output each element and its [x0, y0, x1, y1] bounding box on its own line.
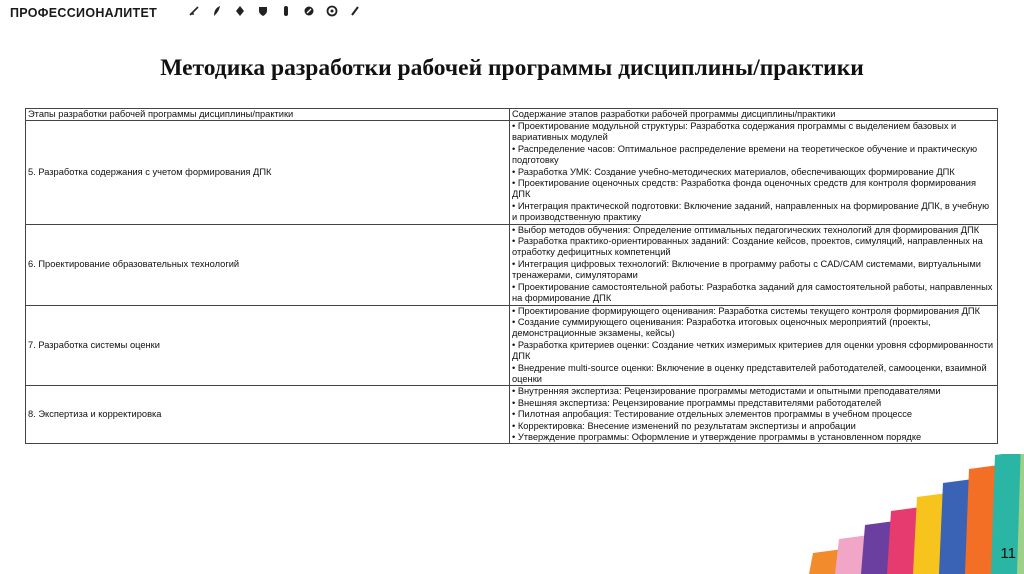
content-item: • Внедрение multi-source оценки: Включение в оценку представителей работодателей, самооценки, взаимной оценки	[512, 362, 987, 384]
stage-cell: 6. Проектирование образовательных технологий	[26, 224, 510, 305]
swirl-icon	[303, 5, 315, 17]
content-item: • Распределение часов: Оптимальное распределение времени на теоретическое обучение и практическую подготовку	[512, 143, 978, 166]
shield-icon	[257, 5, 269, 17]
header-content: Содержание этапов разработки рабочей программы дисциплины/практики	[510, 109, 998, 121]
table-row	[26, 386, 998, 444]
content-cell	[510, 386, 998, 444]
brand-logo-text: ПРОФЕССИОНАЛИТЕТ	[10, 6, 158, 20]
content-item: • Корректировка: Внесение изменений по результатам экспертизы и апробации	[512, 420, 856, 431]
content-item: • Проектирование самостоятельной работы: Разработка заданий для самостоятельной работы, направленных на формирование ДПК	[512, 281, 993, 304]
table-header-row	[26, 109, 998, 121]
circle-icon	[326, 5, 338, 17]
content-item: • Проектирование формирующего оценивания: Разработка системы текущего контроля формирования ДПК	[512, 305, 980, 316]
stage-cell: 8. Экспертиза и корректировка	[26, 386, 510, 444]
decorative-corner-stripes	[764, 454, 1024, 574]
content-item: • Пилотная апробация: Тестирование отдельных элементов программы в учебном процессе	[512, 409, 913, 420]
content-item: • Внешняя экспертиза: Рецензирование программы представителями работодателей	[512, 397, 882, 408]
stage-cell: 7. Разработка системы оценки	[26, 305, 510, 386]
leaf-icon	[188, 5, 200, 17]
header-stages: Этапы разработки рабочей программы дисциплины/практики	[26, 109, 510, 121]
content-item: • Разработка УМК: Создание учебно-методических материалов, обеспечивающих формирование ДПК	[512, 166, 955, 177]
content-cell	[510, 121, 998, 225]
page-number: 11	[1000, 545, 1016, 562]
content-item: • Интеграция практической подготовки: Включение заданий, направленных на формирование ДПК, в учебную и производственную практику	[512, 200, 990, 223]
content-item: • Разработка критериев оценки: Создание четких измеримых критериев для оценки уровня сформированности ДПК	[512, 339, 994, 362]
content-cell	[510, 224, 998, 305]
person-icon	[280, 5, 292, 17]
content-item: • Внутренняя экспертиза: Рецензирование программы методистами и опытными преподавателями	[512, 386, 941, 397]
stage-cell: 5. Разработка содержания с учетом формирования ДПК	[26, 121, 510, 225]
content-item: • Создание суммирующего оценивания: Разработка итоговых оценочных мероприятий (проекты, демонстрационные экзамены, кейсы)	[512, 316, 931, 339]
stages-table	[25, 108, 998, 444]
content-item: • Проектирование оценочных средств: Разработка фонда оценочных средств для контроля формирования ДПК	[512, 178, 976, 200]
content-item: • Интеграция цифровых технологий: Включение в программу работы с CAD/CAM системами, виртуальными тренажерами, симуляторами	[512, 258, 981, 281]
feather-icon	[211, 5, 223, 17]
content-item: • Проектирование модульной структуры: Разработка содержания программы с выделением базовых и вариативных модулей	[512, 121, 957, 143]
table-body	[26, 121, 998, 444]
drop-icon	[234, 5, 246, 17]
content-cell	[510, 305, 998, 386]
content-item: • Выбор методов обучения: Определение оптимальных педагогических технологий для формирования ДПК	[512, 224, 980, 235]
table-row	[26, 305, 998, 386]
table-row	[26, 224, 998, 305]
content-item: • Утверждение программы: Оформление и утверждение программы в установленном порядке	[512, 431, 922, 442]
content-item: • Разработка практико-ориентированных заданий: Создание кейсов, проектов, симуляций, направленных на отработку дефицитных компетенций	[512, 236, 983, 258]
brand-icons-row	[188, 5, 361, 17]
slide-title: Методика разработки рабочей программы дисциплины/практики	[160, 55, 864, 81]
table-row	[26, 121, 998, 225]
pen-icon	[349, 5, 361, 17]
